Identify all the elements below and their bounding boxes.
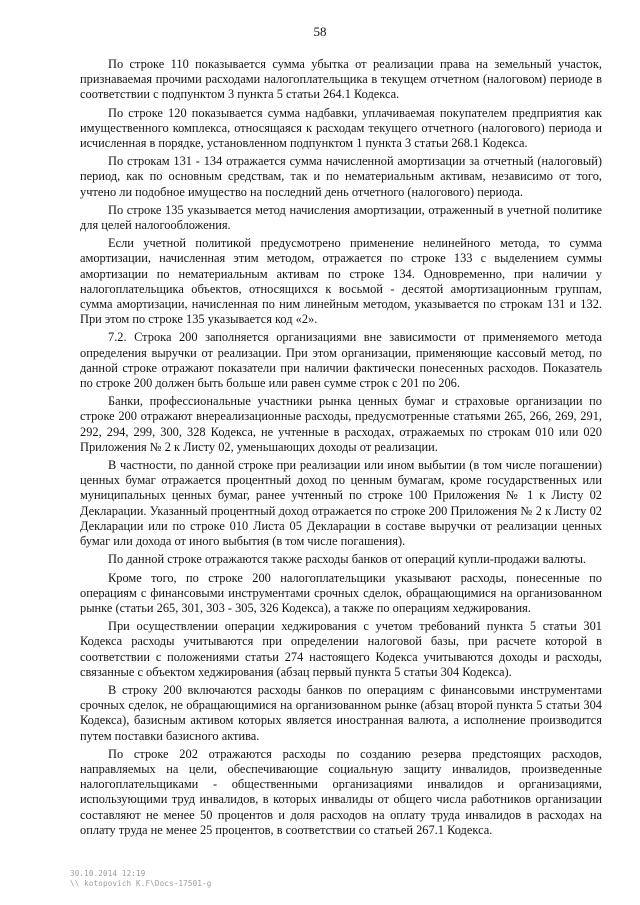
paragraph: В строку 200 включаются расходы банков по операциям с финансовыми инструментами срочных сделок, не обращающимися на организованном рынке (абзац второй пункта 5 статьи 304 Кодекса), базисным активом которых является иностранная валюта, а исполнение производится путем поставки базисного актива. — [80, 682, 602, 743]
paragraph: Кроме того, по строке 200 налогоплательщики указывают расходы, понесенные по операциям с финансовыми инструментами срочных сделок, обращающимися на организованном рынке (статьи 265, 301, 303 - 305, 326 Кодекса), а также по операциям хеджирования. — [80, 570, 602, 615]
paragraph: По строкам 131 - 134 отражается сумма начисленной амортизации за отчетный (налоговый) период, как по основным средствам, так и по нематериальным активам, независимо от того, учтено ли подобное имущество на последний день отчетного (налогового) периода. — [80, 154, 602, 199]
paragraph: По данной строке отражаются также расходы банков от операций купли-продажи валюты. — [108, 552, 587, 567]
paragraph: По строке 202 отражаются расходы по созданию резерва предстоящих расходов, направляемых на цели, обеспечивающие социальную защиту инвалидов, произведенные налогоплательщиками - общественными организациями инвалидов и организациями, использующими труд инвалидов, в которых инвалиды от общего числа работников организации составляют не менее 50 процентов и доля расходов на оплату труда инвалидов в расходах на оплату труда не менее 25 процентов, в соответствии со статьей 267.1 Кодекса. — [80, 746, 602, 837]
file-path: \\ kotopovich K.F\Docs-17501-g — [70, 879, 212, 888]
paragraph: При осуществлении операции хеджирования с учетом требований пункта 5 статьи 301 Кодекса расходы учитываются при определении налоговой базы, при расчете которой в соответствии с положениями статьи 274 настоящего Кодекса учитываются доходы и расходы, связанные с объектом хеджирования (абзац первый пункта 5 статьи 304 Кодекса). — [80, 619, 602, 679]
paragraph: По строке 120 показывается сумма надбавки, уплачиваемая покупателем предприятия как имущественного комплекса, относящаяся к расходам текущего отчетного (налогового) периода и исчисленная в порядке, установленном подпунктом 1 пункта 3 статьи 268.1 Кодекса. — [80, 105, 602, 151]
page-number: 58 — [313, 24, 327, 39]
document-body — [80, 57, 602, 841]
print-timestamp: 30.10.2014 12:19 — [70, 869, 146, 878]
paragraph: Банки, профессиональные участники рынка ценных бумаг и страховые организации по строке 200 отражают внереализационные расходы, предусмотренные статьями 265, 266, 269, 291, 292, 294, 299, 300, 328 Кодекса, не учтенные в расходах, отражаемых по строкам 010 или 020 Приложения № 2 к Листу 02, уменьшающих доходы от реализации. — [80, 394, 602, 454]
paragraph: Если учетной политикой предусмотрено применение нелинейного метода, то сумма амортизации, начисленная этим методом, отражается по строке 133 с выделением суммы амортизации по нематериальным активам по строке 134. Одновременно, при наличии у налогоплательщика объектов, относящихся к восьмой - десятой амортизационным группам, сумма амортизации, начисленная по ним линейным методом, указывается по строкам 131 и 132. При этом по строке 135 указывается код «2». — [80, 236, 602, 327]
paragraph: По строке 110 показывается сумма убытка от реализации права на земельный участок, признаваемая прочими расходами налогоплательщика в текущем отчетном (налоговом) периоде в соответствии с подпунктом 3 пункта 5 статьи 264.1 Кодекса. — [80, 57, 602, 102]
paragraph: По строке 135 указывается метод начисления амортизации, отраженный в учетной политике для целей налогообложения. — [80, 202, 602, 233]
print-stamp — [70, 869, 211, 889]
paragraph: В частности, по данной строке при реализации или ином выбытии (в том числе погашении) ценных бумаг отражается процентный доход по ценным бумагам, кроме государственных или муниципальных ценных бумаг, ранее учтенный по строке 100 Приложения № 1 к Листу 02 Декларации. Указанный процентный доход отражается по строке 200 Приложения № 2 к Листу 02 Декларации или по строке 010 Листа 05 Декларации в составе выручки от реализации ценных бумаг или дохода от иного выбытия (в том числе погашения). — [80, 458, 602, 549]
paragraph: 7.2. Строка 200 заполняется организациями вне зависимости от применяемого метода определения выручки от реализации. При этом организации, применяющие кассовый метод, по данной строке отражают показатели при наличии фактически понесенных расходов. Показатель по строке 200 должен быть больше или равен сумме строк с 201 по 206. — [80, 330, 602, 391]
